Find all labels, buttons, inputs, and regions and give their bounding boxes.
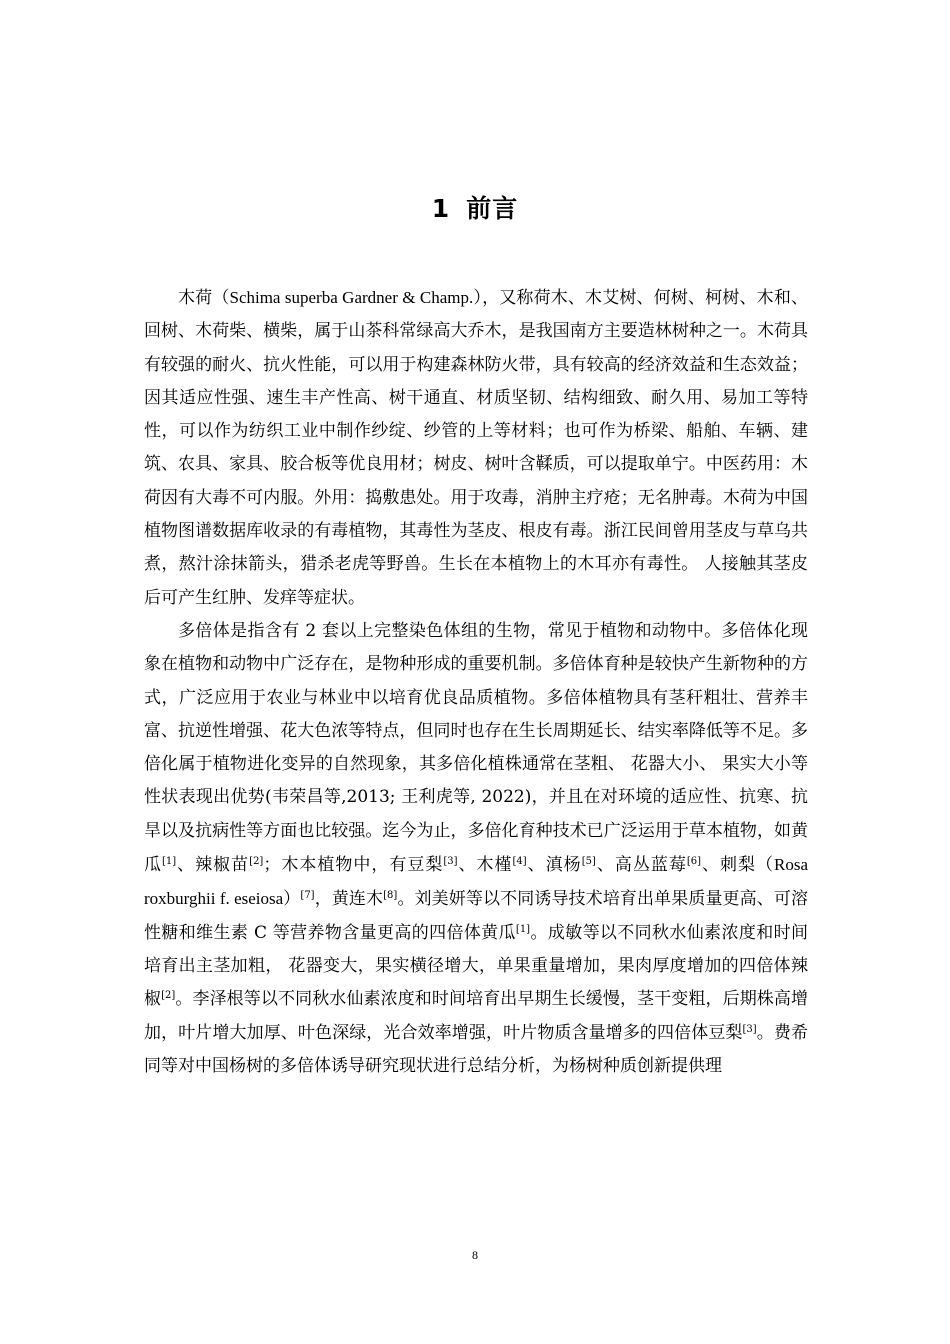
- citation-ref: [6]: [686, 856, 702, 868]
- body-text: [144, 281, 808, 1083]
- text-run: 、木槿: [457, 855, 513, 876]
- text-run: 。成敏等以不同秋水仙素浓度和时间培育出主茎加粗， 花器变大，果实横径增大，单果重量增加，果肉厚度增加的四倍体辣椒: [144, 922, 808, 1010]
- text-run: 。费希同等对中国杨树的多倍体诱导研究现状进行总结分析，为杨树种质创新提供理: [144, 1022, 809, 1076]
- citation-ref: [1]: [515, 923, 531, 935]
- text-run: 、辣椒苗: [176, 855, 250, 876]
- text-run: 木荷（: [178, 288, 230, 308]
- text-run: ；木本植物中，有豆梨: [263, 855, 444, 876]
- citation-ref: [7]: [300, 890, 315, 902]
- text-run: 多倍体是指含有 2 套以上完整染色体组的生物，常见于植物和动物中。多倍体化现象在植物和动物中广泛存在，是物种形成的重要机制。多倍体育种是较快产生新物种的方式，广泛应用于农业与林业中以培育优良品质植物。多倍体植物具有茎秆粗壮、营养丰富、抗逆性增强、花大色浓等特点，但同时也存在生长周期延长、结实率降低等不足。多倍化属于植物进化变异的自然现象，其多倍化植株通常在茎粗、 花器大小、 果实大小等性状表现出优势(韦荣昌等,2013; 王利虎等, 2022)，并且在对环境的适应性、抗寒、抗旱以及抗病性等方面也比较强。迄今为止，多倍化育种技术已广泛运用于草本植物，如黄瓜: [144, 620, 808, 876]
- citation-ref: [2]: [161, 990, 176, 1002]
- latin-name: Schima superba Gardner & Champ.: [229, 288, 474, 307]
- text-run: ）: [283, 889, 301, 910]
- page-number: 8: [472, 1248, 478, 1262]
- text-run: 。李泽根等以不同秋水仙素浓度和时间培育出早期生长缓慢，茎干变粗，后期株高增加，叶片增大加厚、叶色深绿，光合效率增强，叶片物质含量增多的四倍体豆梨: [144, 989, 809, 1043]
- text-run: ），又称荷木、木艾树、何树、柯树、木和、回树、木荷柴、横柴，属于山茶科常绿高大乔木，是我国南方主要造林树种之一。木荷具有较强的耐火、抗火性能，可以用于构建森林防火带，具有较高的经济效益和生态效益；因其适应性强、速生丰产性高、树干通直、材质坚韧、结构细致、耐久用、易加工等特性，可以作为纺织工业中制作纱绽、纱管的上等材料；也可作为桥梁、船舶、车辆、建筑、农具、家具、胶合板等优良用材；树皮、树叶含鞣质，可以提取单宁。中医药用：木荷因有大毒不可内服。外用：捣敷患处。用于攻毒，消肿主疗疮；无名肿毒。木荷为中国植物图谱数据库收录的有毒植物，其毒性为茎皮、根皮有毒。浙江民间曾用茎皮与草乌共煮，熬汁涂抹箭头，猎杀老虎等野兽。生长在本植物上的木耳亦有毒性。 人接触其茎皮后可产生红肿、发痒等症状。: [144, 288, 808, 608]
- citation-ref: [1]: [162, 856, 177, 868]
- citation-ref: [3]: [742, 1023, 757, 1035]
- citation-ref: [5]: [581, 856, 596, 868]
- citation-ref: [8]: [383, 890, 398, 902]
- text-run: 、高丛蓝莓: [595, 855, 687, 876]
- text-run: 。刘美妍等以不同诱导技术培育出单果质量更高、可溶性糖和维生素 C 等营养物含量更高的四倍体黄瓜: [144, 889, 809, 943]
- chapter-heading: [0, 191, 950, 227]
- citation-ref: [4]: [512, 856, 527, 868]
- text-run: 、刺梨（: [701, 855, 775, 876]
- latin-name: Rosa roxburghii f. eseiosa: [144, 855, 809, 909]
- chapter-number: 1: [431, 193, 451, 223]
- citation-ref: [3]: [443, 856, 458, 868]
- citation-ref: [2]: [249, 856, 264, 868]
- paragraph: [144, 615, 808, 1083]
- chapter-title-text: 前言: [466, 193, 519, 223]
- text-run: ，黄连木: [314, 889, 384, 910]
- paragraph: [144, 281, 808, 615]
- text-run: 、滇杨: [526, 855, 582, 876]
